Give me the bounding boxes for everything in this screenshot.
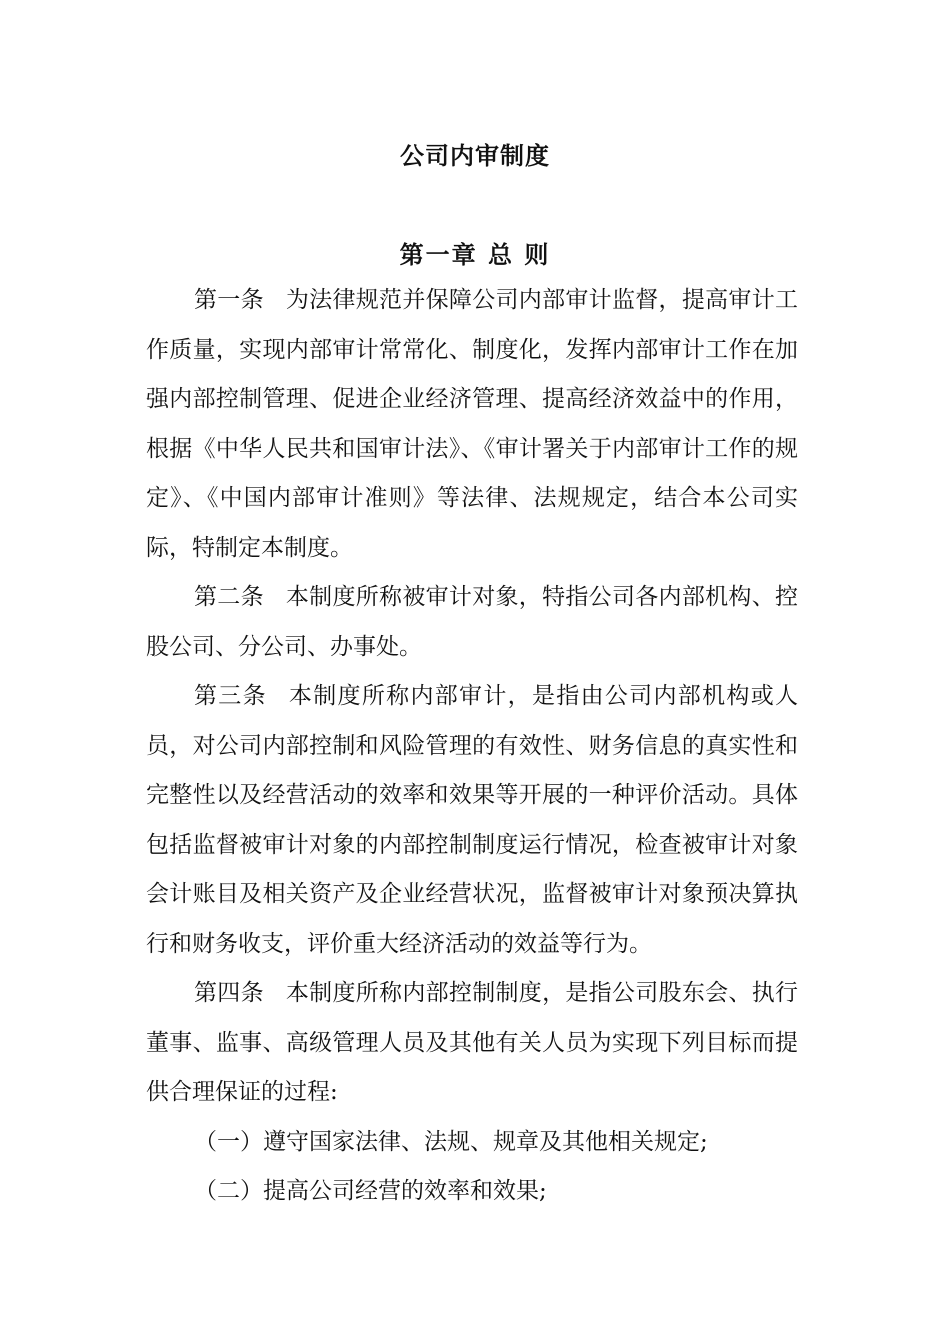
article-label: 第三条	[194, 683, 267, 709]
article-1	[146, 276, 798, 573]
list-item: （一）遵守国家法律、法规、规章及其他相关规定;	[194, 1128, 708, 1155]
article-label: 第二条	[194, 584, 264, 610]
article-text: 本制度所称内部控制制度，是指公司股东会、执行董事、监事、高级管理人员及其他有关人员为实现下列目标而提供合理保证的过程:	[146, 980, 798, 1105]
article-label: 第一条	[194, 287, 264, 313]
article-label: 第四条	[194, 980, 264, 1006]
article-text: 为法律规范并保障公司内部审计监督，提高审计工作质量，实现内部审计常常化、制度化，发挥内部审计工作在加强内部控制管理、促进企业经济管理、提高经济效益中的作用，根据《中华人民共和国审计法》、《审计署关于内部审计工作的规定》、《中国内部审计准则》等法律、法规规定，结合本公司实际，特制定本制度。	[146, 287, 798, 561]
article-text: 本制度所称被审计对象，特指公司各内部机构、控股公司、分公司、办事处。	[146, 584, 798, 660]
article-2	[146, 573, 798, 672]
article-text: 本制度所称内部审计，是指由公司内部机构或人员，对公司内部控制和风险管理的有效性、财务信息的真实性和完整性以及经营活动的效率和效果等开展的一种评价活动。具体包括监督被审计对象的内部控制制度运行情况，检查被审计对象会计账目及相关资产及企业经营状况，监督被审计对象预决算执行和财务收支，评价重大经济活动的效益等行为。	[146, 683, 799, 957]
list-item: （二）提高公司经营的效率和效果;	[194, 1178, 547, 1204]
article-4	[146, 969, 798, 1118]
document-title: 公司内审制度	[400, 141, 550, 170]
document-body	[146, 276, 798, 1217]
chapter-title: 第一章 总 则	[399, 240, 551, 269]
article-3	[146, 672, 798, 969]
